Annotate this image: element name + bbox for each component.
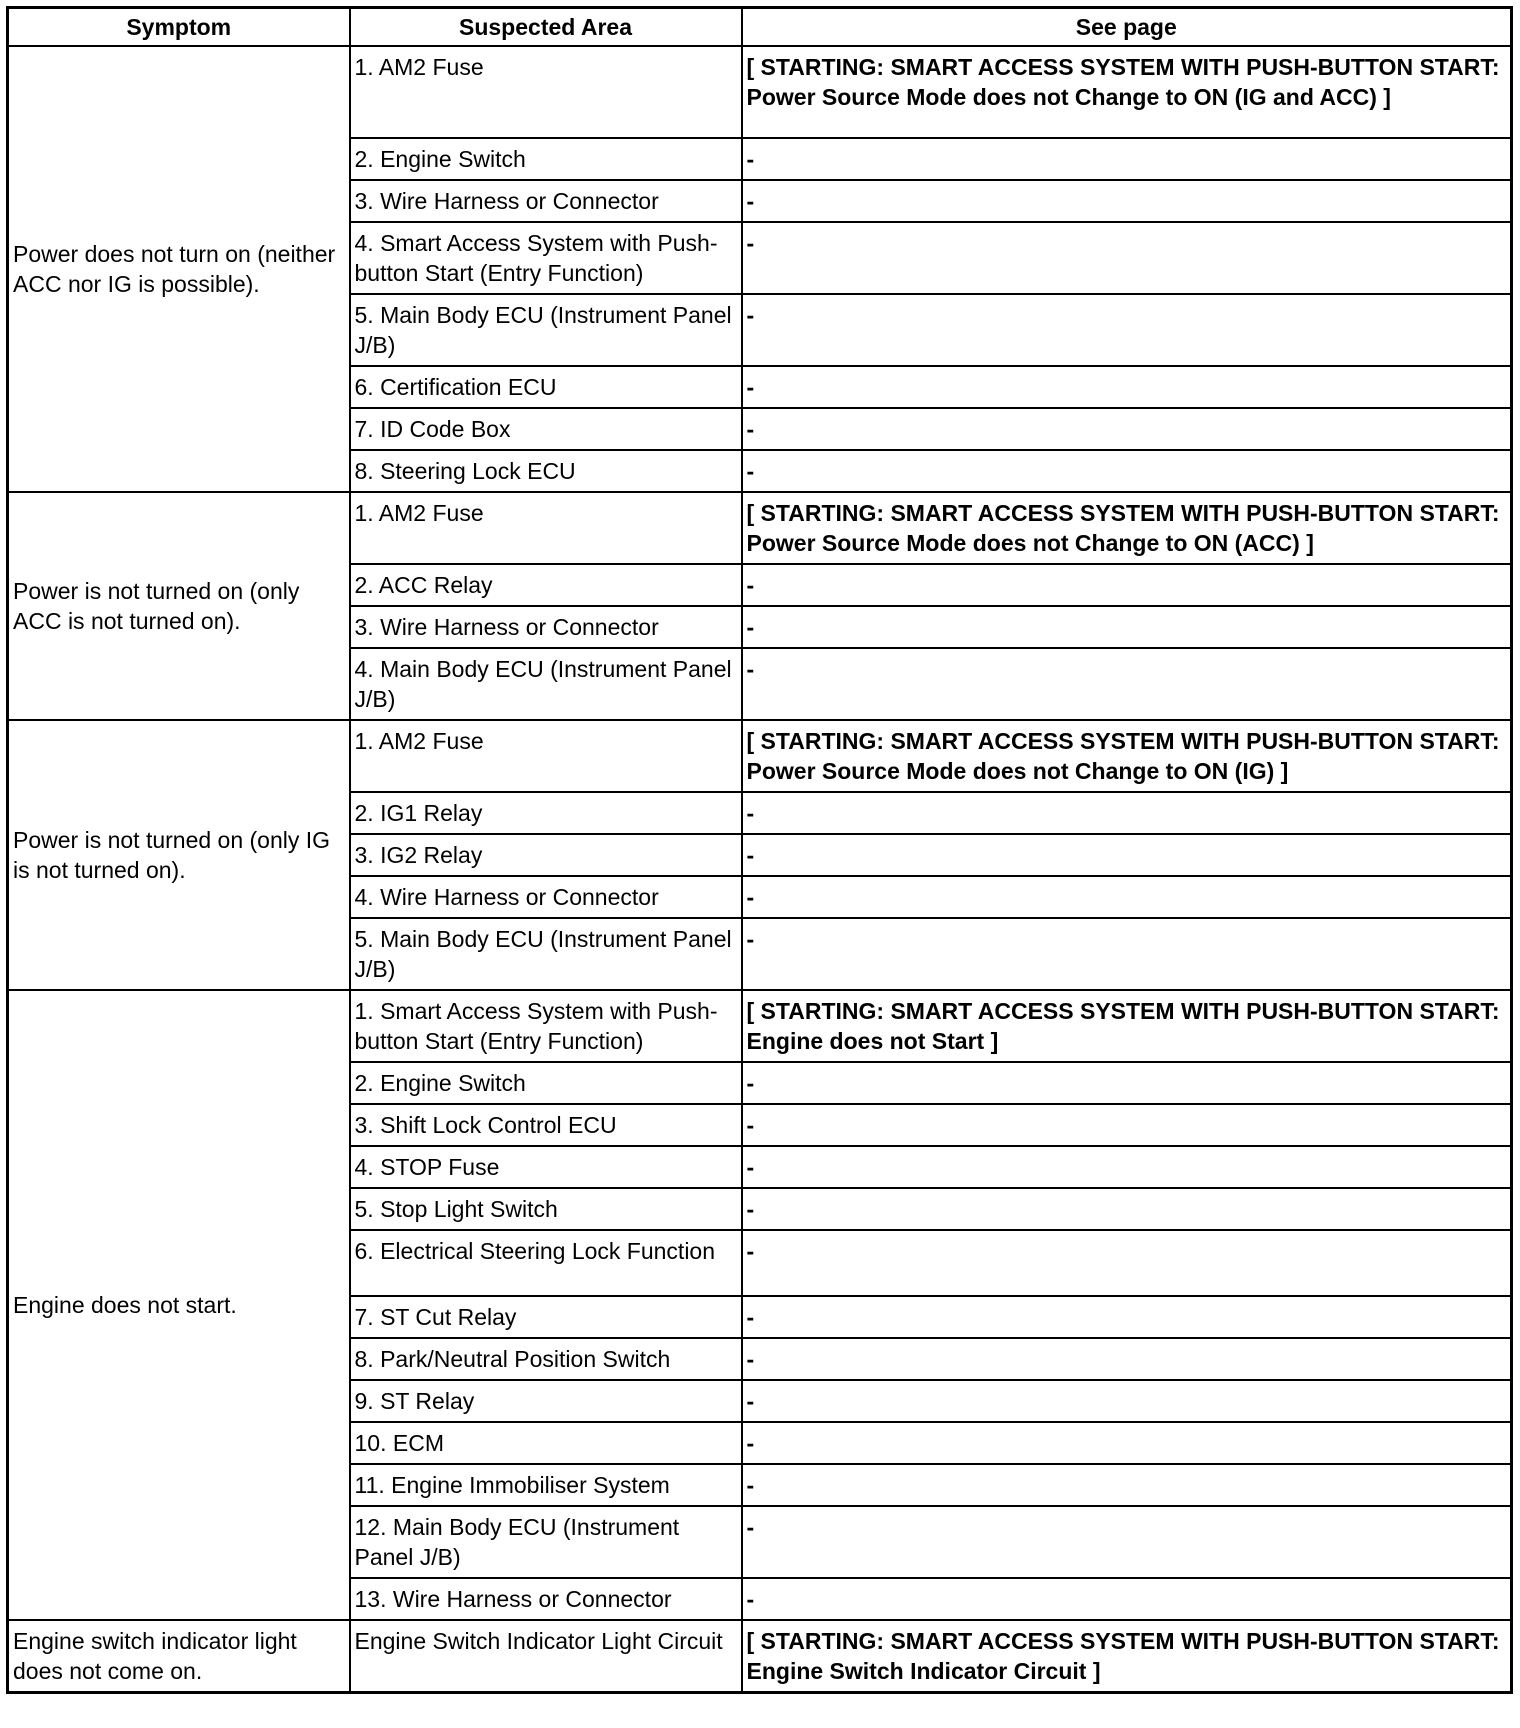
see-page-cell: - — [742, 1464, 1512, 1506]
suspected-area-cell: 5. Stop Light Switch — [350, 1188, 742, 1230]
see-page-link[interactable]: [ STARTING: SMART ACCESS SYSTEM WITH PUSH-BUTTON START: Power Source Mode does not Change to ON (IG) ] — [742, 720, 1512, 792]
see-page-cell: - — [742, 606, 1512, 648]
see-page-cell: - — [742, 1230, 1512, 1296]
symptom-cell: Power is not turned on (only ACC is not turned on). — [8, 492, 350, 720]
suspected-area-cell: 4. Wire Harness or Connector — [350, 876, 742, 918]
see-page-link[interactable]: [ STARTING: SMART ACCESS SYSTEM WITH PUSH-BUTTON START: Engine does not Start ] — [742, 990, 1512, 1062]
suspected-area-cell: 13. Wire Harness or Connector — [350, 1578, 742, 1620]
see-page-cell: - — [742, 1506, 1512, 1578]
see-page-cell: - — [742, 834, 1512, 876]
suspected-area-cell: 5. Main Body ECU (Instrument Panel J/B) — [350, 918, 742, 990]
see-page-cell: - — [742, 294, 1512, 366]
see-page-cell: - — [742, 222, 1512, 294]
suspected-area-cell: 4. Smart Access System with Push-button Start (Entry Function) — [350, 222, 742, 294]
see-page-cell: - — [742, 648, 1512, 720]
see-page-cell: - — [742, 876, 1512, 918]
header-symptom: Symptom — [8, 8, 350, 47]
symptom-cell: Power is not turned on (only IG is not turned on). — [8, 720, 350, 990]
table-header-row — [8, 8, 1512, 47]
symptom-cell: Engine switch indicator light does not come on. — [8, 1620, 350, 1693]
see-page-cell: - — [742, 138, 1512, 180]
see-page-cell: - — [742, 1422, 1512, 1464]
suspected-area-cell: 8. Steering Lock ECU — [350, 450, 742, 492]
suspected-area-cell: 9. ST Relay — [350, 1380, 742, 1422]
see-page-cell: - — [742, 792, 1512, 834]
table-body — [8, 46, 1512, 1693]
suspected-area-cell: 1. Smart Access System with Push-button Start (Entry Function) — [350, 990, 742, 1062]
table-row — [8, 720, 1512, 792]
see-page-cell: - — [742, 918, 1512, 990]
suspected-area-cell: 4. STOP Fuse — [350, 1146, 742, 1188]
see-page-link[interactable]: [ STARTING: SMART ACCESS SYSTEM WITH PUSH-BUTTON START: Power Source Mode does not Change to ON (IG and ACC) ] — [742, 46, 1512, 138]
see-page-link[interactable]: [ STARTING: SMART ACCESS SYSTEM WITH PUSH-BUTTON START: Power Source Mode does not Change to ON (ACC) ] — [742, 492, 1512, 564]
suspected-area-cell: 7. ID Code Box — [350, 408, 742, 450]
see-page-cell: - — [742, 450, 1512, 492]
see-page-cell: - — [742, 564, 1512, 606]
see-page-cell: - — [742, 408, 1512, 450]
suspected-area-cell: 10. ECM — [350, 1422, 742, 1464]
see-page-cell: - — [742, 1380, 1512, 1422]
suspected-area-cell: 1. AM2 Fuse — [350, 720, 742, 792]
table-row — [8, 492, 1512, 564]
suspected-area-cell: 1. AM2 Fuse — [350, 492, 742, 564]
suspected-area-cell: 11. Engine Immobiliser System — [350, 1464, 742, 1506]
suspected-area-cell: 2. Engine Switch — [350, 138, 742, 180]
suspected-area-cell: 5. Main Body ECU (Instrument Panel J/B) — [350, 294, 742, 366]
see-page-cell: - — [742, 1296, 1512, 1338]
table-row — [8, 1620, 1512, 1693]
see-page-cell: - — [742, 180, 1512, 222]
suspected-area-cell: 12. Main Body ECU (Instrument Panel J/B) — [350, 1506, 742, 1578]
table-row — [8, 990, 1512, 1062]
suspected-area-cell: 3. Wire Harness or Connector — [350, 606, 742, 648]
suspected-area-cell: 8. Park/Neutral Position Switch — [350, 1338, 742, 1380]
diagnostic-table-container — [6, 6, 1513, 1694]
see-page-cell: - — [742, 366, 1512, 408]
see-page-cell: - — [742, 1188, 1512, 1230]
suspected-area-cell: 6. Electrical Steering Lock Function — [350, 1230, 742, 1296]
symptom-cell: Engine does not start. — [8, 990, 350, 1620]
see-page-cell: - — [742, 1578, 1512, 1620]
suspected-area-cell: 2. IG1 Relay — [350, 792, 742, 834]
suspected-area-cell: 4. Main Body ECU (Instrument Panel J/B) — [350, 648, 742, 720]
table-row — [8, 46, 1512, 138]
see-page-cell: - — [742, 1062, 1512, 1104]
suspected-area-cell: 1. AM2 Fuse — [350, 46, 742, 138]
header-see-page: See page — [742, 8, 1512, 47]
see-page-cell: - — [742, 1338, 1512, 1380]
suspected-area-cell: 7. ST Cut Relay — [350, 1296, 742, 1338]
suspected-area-cell: 6. Certification ECU — [350, 366, 742, 408]
symptom-cell: Power does not turn on (neither ACC nor IG is possible). — [8, 46, 350, 492]
suspected-area-cell: 3. IG2 Relay — [350, 834, 742, 876]
problem-symptoms-table — [6, 6, 1513, 1694]
see-page-link[interactable]: [ STARTING: SMART ACCESS SYSTEM WITH PUSH-BUTTON START: Engine Switch Indicator Circuit ] — [742, 1620, 1512, 1693]
suspected-area-cell: 3. Shift Lock Control ECU — [350, 1104, 742, 1146]
see-page-cell: - — [742, 1104, 1512, 1146]
see-page-cell: - — [742, 1146, 1512, 1188]
suspected-area-cell: 2. Engine Switch — [350, 1062, 742, 1104]
suspected-area-cell: 3. Wire Harness or Connector — [350, 180, 742, 222]
suspected-area-cell: 2. ACC Relay — [350, 564, 742, 606]
suspected-area-cell: Engine Switch Indicator Light Circuit — [350, 1620, 742, 1693]
header-suspected-area: Suspected Area — [350, 8, 742, 47]
